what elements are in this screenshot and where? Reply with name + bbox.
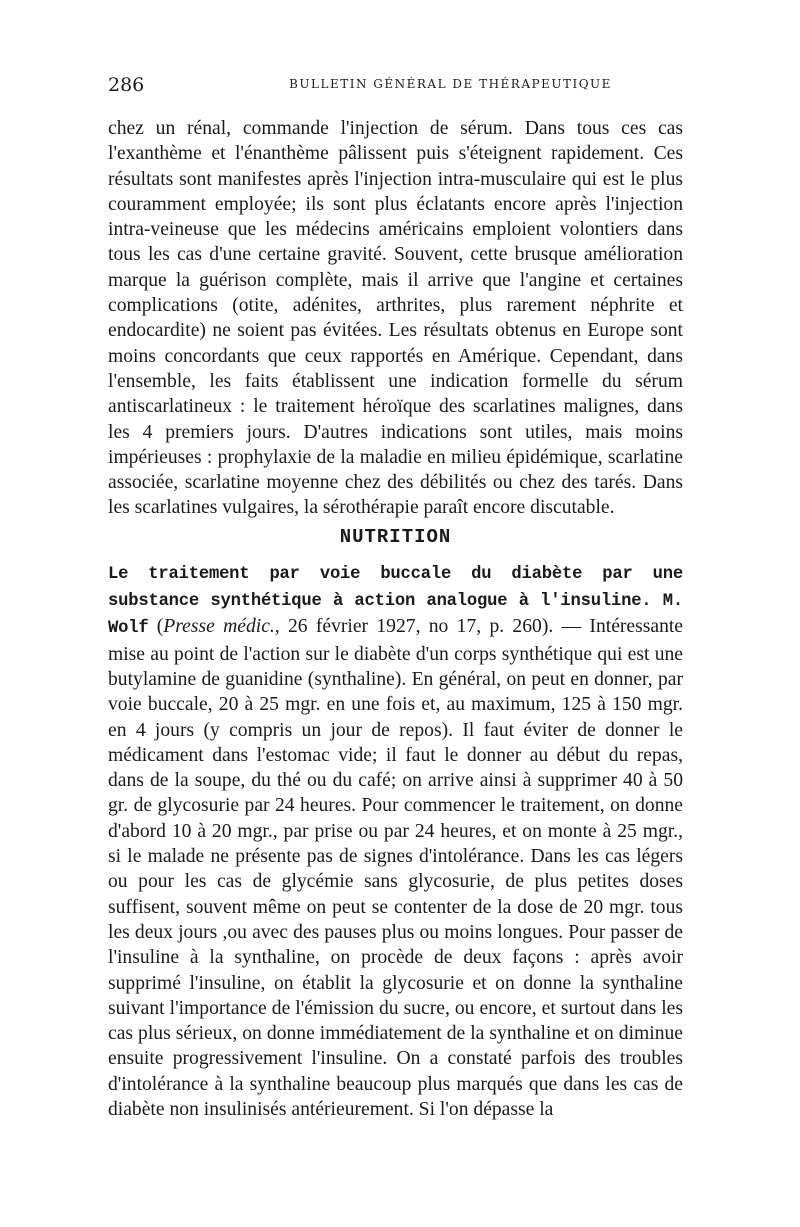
article-title: Le traitement par voie buccale du diabète par une substance synthétique à action analogue à l'insuline. M. Wolf (108, 564, 683, 639)
page-number: 286 (108, 74, 145, 96)
source-journal: Presse médic. (163, 616, 275, 638)
article-nutrition (108, 560, 683, 1123)
source-open: ( (156, 616, 164, 638)
page-body (108, 116, 683, 1122)
page-header (108, 74, 683, 98)
paragraph-serum: chez un rénal, commande l'injection de sérum. Dans tous ces cas l'exanthème et l'énanthème pâlissent puis s'éteignent rapidement. Ces résultats sont manifestes après l'injection intra-musculaire qui est le plus couramment employée; ils sont plus éclatants encore après l'injection intra-veineuse que les médecins américains emploient volontiers dans tous les cas d'une certaine gravité. Souvent, cette brusque amélioration marque la guérison complète, mais il arrive que l'angine et certaines complications (otite, adénites, arthrites, plus rarement néphrite et endocardite) ne soient pas évitées. Les résultats obtenus en Europe sont moins concordants que ceux rapportés en Amérique. Cependant, dans l'ensemble, les faits établissent une indication formelle du sérum antiscarlatineux : le traitement héroïque des scarlatines malignes, dans les 4 premiers jours. D'autres indications sont utiles, mais moins impérieuses : prophylaxie de la maladie en milieu épidémique, scarlatine associée, scarlatine moyenne chez des débilités ou chez des tarés. Dans les scarlatines vulgaires, la sérothérapie paraît encore discutable. (108, 118, 683, 519)
running-title: BULLETIN GÉNÉRAL DE THÉRAPEUTIQUE (289, 77, 612, 91)
source-citation: , 26 février 1927, no 17, p. 260). (274, 616, 554, 638)
section-title: NUTRITION (339, 525, 452, 548)
article-text: — Intéressante mise au point de l'action sur le diabète d'un corps synthétique qui est une butylamine de guanidine (synthaline). En général, on peut en donner, par voie buccale, 20 à 25 mgr. en une fois et, au maximum, 125 à 150 mgr. en 4 jours (y compris un jour de repos). Il faut éviter de donner le médicament dans l'estomac vide; il faut le donner au début du repas, dans de la soupe, du thé ou du café; on arrive ainsi à supprimer 40 à 50 gr. de glycosurie par 24 heures. Pour commencer le traitement, on donne d'abord 10 à 20 mgr., par prise ou par 24 heures, et on monte à 25 mgr., si le malade ne présente pas de signes d'intolérance. Dans les cas légers ou pour les cas de glycémie sans glycosurie, de plus petites doses suffisent, souvent même on peut se contenter de la dose de 20 mgr. tous les deux jours ,ou avec des pauses plus ou moins longues. Pour passer de l'insuline à la synthaline, on procède de deux façons : après avoir supprimé l'insuline, on établit la glycosurie et on donne la synthaline suivant l'importance de l'émission du sucre, ou encore, et surtout dans les cas plus sérieux, on donne immédiatement de la synthaline et on diminue ensuite progressivement l'insuline. On a constaté parfois des troubles d'intolérance à la synthaline beaucoup plus marqués que dans les cas de diabète non insulinisés antérieurement. Si l'on dépasse la (108, 616, 684, 1120)
